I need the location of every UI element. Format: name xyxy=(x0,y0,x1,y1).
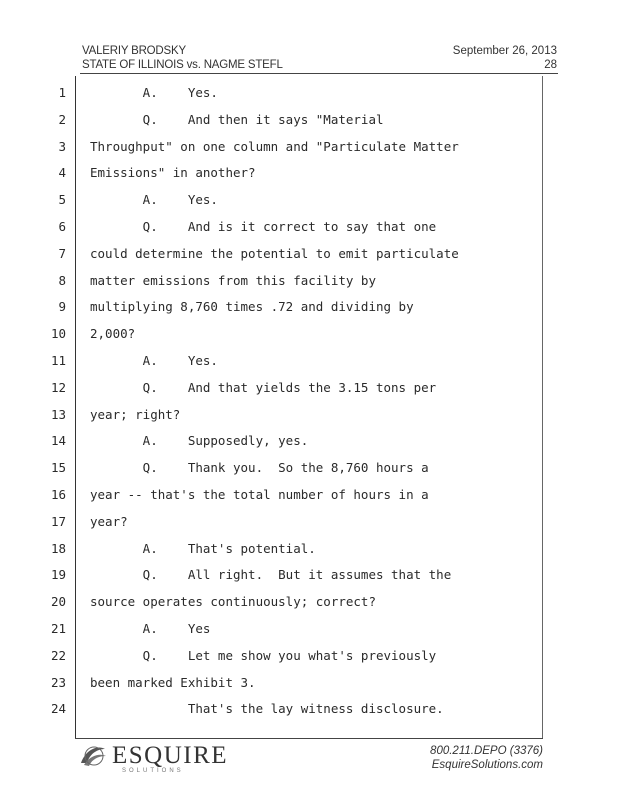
transcript-line xyxy=(0,270,619,297)
line-text: been marked Exhibit 3. xyxy=(90,674,256,690)
transcript-line xyxy=(0,430,619,457)
line-text: Q. Let me show you what's previously xyxy=(90,647,437,663)
line-number: 23 xyxy=(50,674,66,690)
header-right xyxy=(453,44,557,72)
page-number: 28 xyxy=(544,59,557,71)
witness-name: VALERIY BRODSKY xyxy=(82,45,186,57)
logo-subtitle: SOLUTIONS xyxy=(122,768,184,774)
line-text: could determine the potential to emit particulate xyxy=(90,245,459,261)
line-number: 3 xyxy=(58,138,66,154)
header-left xyxy=(82,44,283,72)
deposition-date: September 26, 2013 xyxy=(452,45,557,57)
line-text: source operates continuously; correct? xyxy=(90,594,376,610)
line-text: That's the lay witness disclosure. xyxy=(90,701,444,717)
transcript-line xyxy=(0,162,619,189)
line-number: 17 xyxy=(50,513,66,529)
transcript-line xyxy=(0,109,619,136)
line-number: 10 xyxy=(50,326,66,342)
transcript-line xyxy=(0,82,619,109)
line-text: A. That's potential. xyxy=(90,540,316,556)
header-rule xyxy=(80,73,558,74)
line-text: Throughput" on one column and "Particulate Matter xyxy=(90,138,459,154)
esquire-swirl-icon xyxy=(78,743,108,769)
transcript-line xyxy=(0,350,619,377)
transcript-line xyxy=(0,377,619,404)
transcript-line xyxy=(0,216,619,243)
transcript-line xyxy=(0,323,619,350)
line-number: 15 xyxy=(50,460,66,476)
line-text: year; right? xyxy=(90,406,181,422)
line-number: 20 xyxy=(50,594,66,610)
transcript-line xyxy=(0,645,619,672)
line-number: 12 xyxy=(50,379,66,395)
line-number: 13 xyxy=(50,406,66,422)
transcript-line xyxy=(0,136,619,163)
line-number: 5 xyxy=(58,192,66,208)
transcript-line xyxy=(0,538,619,565)
line-number: 18 xyxy=(50,540,66,556)
line-text: Q. All right. But it assumes that the xyxy=(90,567,452,583)
transcript-line xyxy=(0,618,619,645)
line-number: 8 xyxy=(58,272,66,288)
footer-website: EsquireSolutions.com xyxy=(431,759,543,771)
transcript-line xyxy=(0,698,619,725)
line-text: Q. And then it says "Material xyxy=(90,111,384,127)
line-number: 4 xyxy=(58,165,66,181)
footer-phone: 800.211.DEPO (3376) xyxy=(430,745,543,757)
logo-wordmark: ESQUIRE xyxy=(112,742,229,769)
line-text: year -- that's the total number of hours in a xyxy=(90,486,429,502)
transcript-line xyxy=(0,189,619,216)
line-text: A. Yes xyxy=(90,620,211,636)
line-text: A. Yes. xyxy=(90,192,218,208)
line-text: Emissions" in another? xyxy=(90,165,256,181)
line-number: 21 xyxy=(50,620,66,636)
transcript-line xyxy=(0,564,619,591)
transcript-line xyxy=(0,296,619,323)
line-text: 2,000? xyxy=(90,326,136,342)
footer-contact xyxy=(430,744,543,772)
line-text: Q. Thank you. So the 8,760 hours a xyxy=(90,460,429,476)
transcript-body xyxy=(0,82,619,725)
line-text: Q. And is it correct to say that one xyxy=(90,218,437,234)
line-number: 11 xyxy=(50,352,66,368)
line-number: 19 xyxy=(50,567,66,583)
line-text: Q. And that yields the 3.15 tons per xyxy=(90,379,437,395)
transcript-line xyxy=(0,672,619,699)
line-number: 2 xyxy=(58,111,66,127)
transcript-line xyxy=(0,511,619,538)
line-text: A. Yes. xyxy=(90,85,218,100)
line-text: year? xyxy=(90,513,128,529)
line-number: 9 xyxy=(58,299,66,315)
line-text: A. Supposedly, yes. xyxy=(90,433,309,449)
line-number: 14 xyxy=(50,433,66,449)
line-number: 6 xyxy=(58,218,66,234)
line-number: 16 xyxy=(50,486,66,502)
transcript-line xyxy=(0,484,619,511)
line-number: 1 xyxy=(58,85,66,100)
transcript-line xyxy=(0,457,619,484)
line-number: 24 xyxy=(50,701,66,717)
line-text: multiplying 8,760 times .72 and dividing by xyxy=(90,299,414,315)
line-number: 22 xyxy=(50,647,66,663)
case-name: STATE OF ILLINOIS vs. NAGME STEFL xyxy=(82,59,283,71)
transcript-line xyxy=(0,404,619,431)
transcript-line xyxy=(0,243,619,270)
transcript-line xyxy=(0,591,619,618)
line-text: A. Yes. xyxy=(90,352,218,368)
line-text: matter emissions from this facility by xyxy=(90,272,376,288)
line-number: 7 xyxy=(58,245,66,261)
